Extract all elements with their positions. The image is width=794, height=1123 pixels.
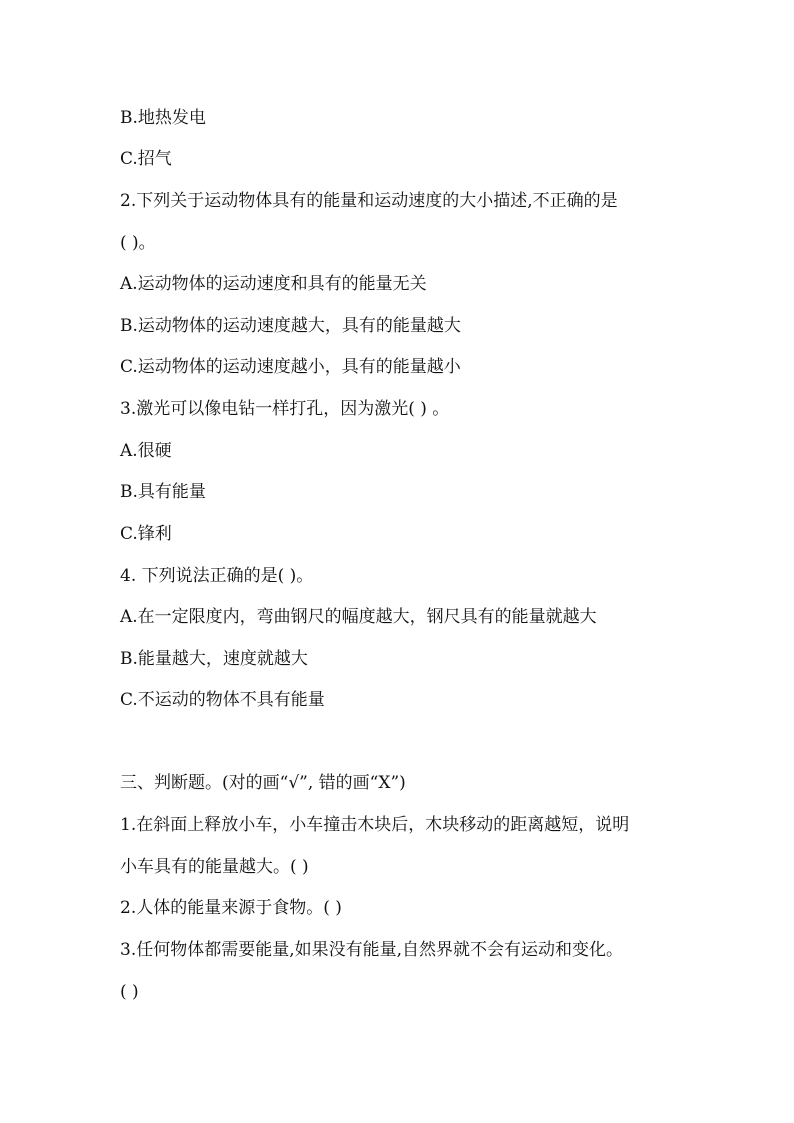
question-2-option-a: A.运动物体的运动速度和具有的能量无关 [120,274,427,294]
judgement-2: 2.人体的能量来源于食物。( ) [120,898,342,918]
question-4-option-c: C.不运动的物体不具有能量 [120,690,325,710]
section-3-heading: 三、判断题。(对的画“√”, 错的画“X”) [120,773,406,793]
question-4-option-a: A.在一定限度内，弯曲钢尺的幅度越大，钢尺具有的能量就越大 [120,607,597,627]
question-4-option-b: B.能量越大，速度就越大 [120,649,308,669]
judgement-3-line-2: ( ) [120,982,139,1002]
question-4-stem: 4. 下列说法正确的是( )。 [120,566,314,586]
question-2-option-b: B.运动物体的运动速度越大，具有的能量越大 [120,316,461,336]
question-3-stem: 3.激光可以像电钻一样打孔，因为激光( ) 。 [120,399,450,419]
question-3-option-b: B.具有能量 [120,482,206,502]
option-c-biogas: C.招气 [120,149,172,169]
question-3-option-a: A.很硬 [120,441,172,461]
judgement-1-line-1: 1.在斜面上释放小车，小车撞击木块后，木块移动的距离越短，说明 [120,815,630,835]
judgement-1-line-2: 小车具有的能量越大。( ) [120,857,309,877]
question-2-stem: 2.下列关于运动物体具有的能量和运动速度的大小描述,不正确的是 [120,191,618,211]
question-2-blank: ( )。 [120,233,156,253]
question-2-option-c: C.运动物体的运动速度越小，具有的能量越小 [120,357,461,377]
judgement-3-line-1: 3.任何物体都需要能量,如果没有能量,自然界就不会有运动和变化。 [120,940,624,960]
question-3-option-c: C.锋利 [120,524,172,544]
option-b-geothermal: B.地热发电 [120,108,206,128]
